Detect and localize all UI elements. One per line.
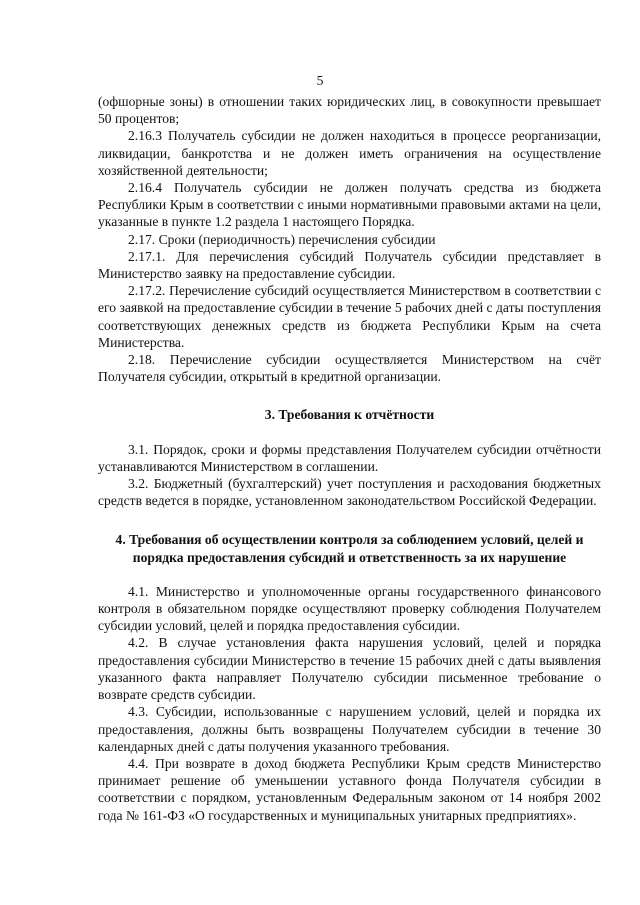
paragraph-2-17-1: 2.17.1. Для перечисления субсидий Получатель субсидии представляет в Министерство заявку на предоставление субсидии.: [98, 248, 601, 282]
section-3-heading: 3. Требования к отчётности: [264, 407, 435, 423]
paragraph-3-2: 3.2. Бюджетный (бухгалтерский) учет поступления и расходования бюджетных средств ведется в порядке, установленном законодательством Российской Федерации.: [98, 476, 601, 509]
paragraph-2-17-2: 2.17.2. Перечисление субсидий осуществляется Министерством в соответствии с его заявкой на предоставление субсидии в течение 5 рабочих дней с даты поступления соответствующих денежных средств из бюджета Республики Крым на счета Министерства.: [98, 283, 601, 350]
paragraph-2-17: 2.17. Сроки (периодичность) перечисления субсидии: [128, 231, 436, 247]
section-4-heading: 4. Требования об осуществлении контроля за соблюдением условий, целей и порядка предоставления субсидий и ответственность за их нарушение: [115, 532, 584, 565]
paragraph-2-16-4: 2.16.4 Получатель субсидии не должен получать средства из бюджета Республики Крым в соответствии с иными нормативными правовыми актами на цели, указанные в пункте 1.2 раздела 1 настоящего Порядка.: [98, 180, 601, 230]
paragraph-4-2: 4.2. В случае установления факта нарушения условий, целей и порядка предоставления субсидии Министерство в течение 15 рабочих дней с даты выявления указанного факта направляет Получателю субсидии письменное требование о возврате средств субсидии.: [98, 635, 601, 703]
paragraph-2-16-3: 2.16.3 Получатель субсидии не должен находиться в процессе реорганизации, ликвидации, банкротства и не должен иметь ограничения на осуществление хозяйственной деятельности;: [98, 128, 601, 178]
paragraph-4-3: 4.3. Субсидии, использованные с нарушением условий, целей и порядка их предоставления, должны быть возвращены Получателем субсидии в течение 30 календарных дней с даты получения указанного требования.: [98, 704, 601, 754]
page-number: 5: [316, 73, 324, 88]
paragraph-offshore: (офшорные зоны) в отношении таких юридических лиц, в совокупности превышает 50 процентов;: [98, 94, 601, 127]
paragraph-2-18: 2.18. Перечисление субсидии осуществляется Министерством на счёт Получателя субсидии, открытый в кредитной организации.: [98, 352, 601, 385]
paragraph-4-4: 4.4. При возврате в доход бюджета Республики Крым средств Министерство принимает решение об уменьшении уставного фонда Получателя субсидии в соответствии с порядком, установленным Федеральным законом от 14 ноября 2002 года № 161-ФЗ «О государственных и муниципальных унитарных предприятиях».: [98, 755, 601, 823]
document-body: [98, 93, 601, 824]
paragraph-3-1: 3.1. Порядок, сроки и формы представления Получателем субсидии отчётности устанавливаются Министерством в соглашении.: [98, 441, 601, 474]
paragraph-4-1: 4.1. Министерство и уполномоченные органы государственного финансового контроля в обязательном порядке осуществляют проверку соблюдения Получателем субсидии условий, целей и порядка предоставления субсидии.: [98, 583, 601, 634]
